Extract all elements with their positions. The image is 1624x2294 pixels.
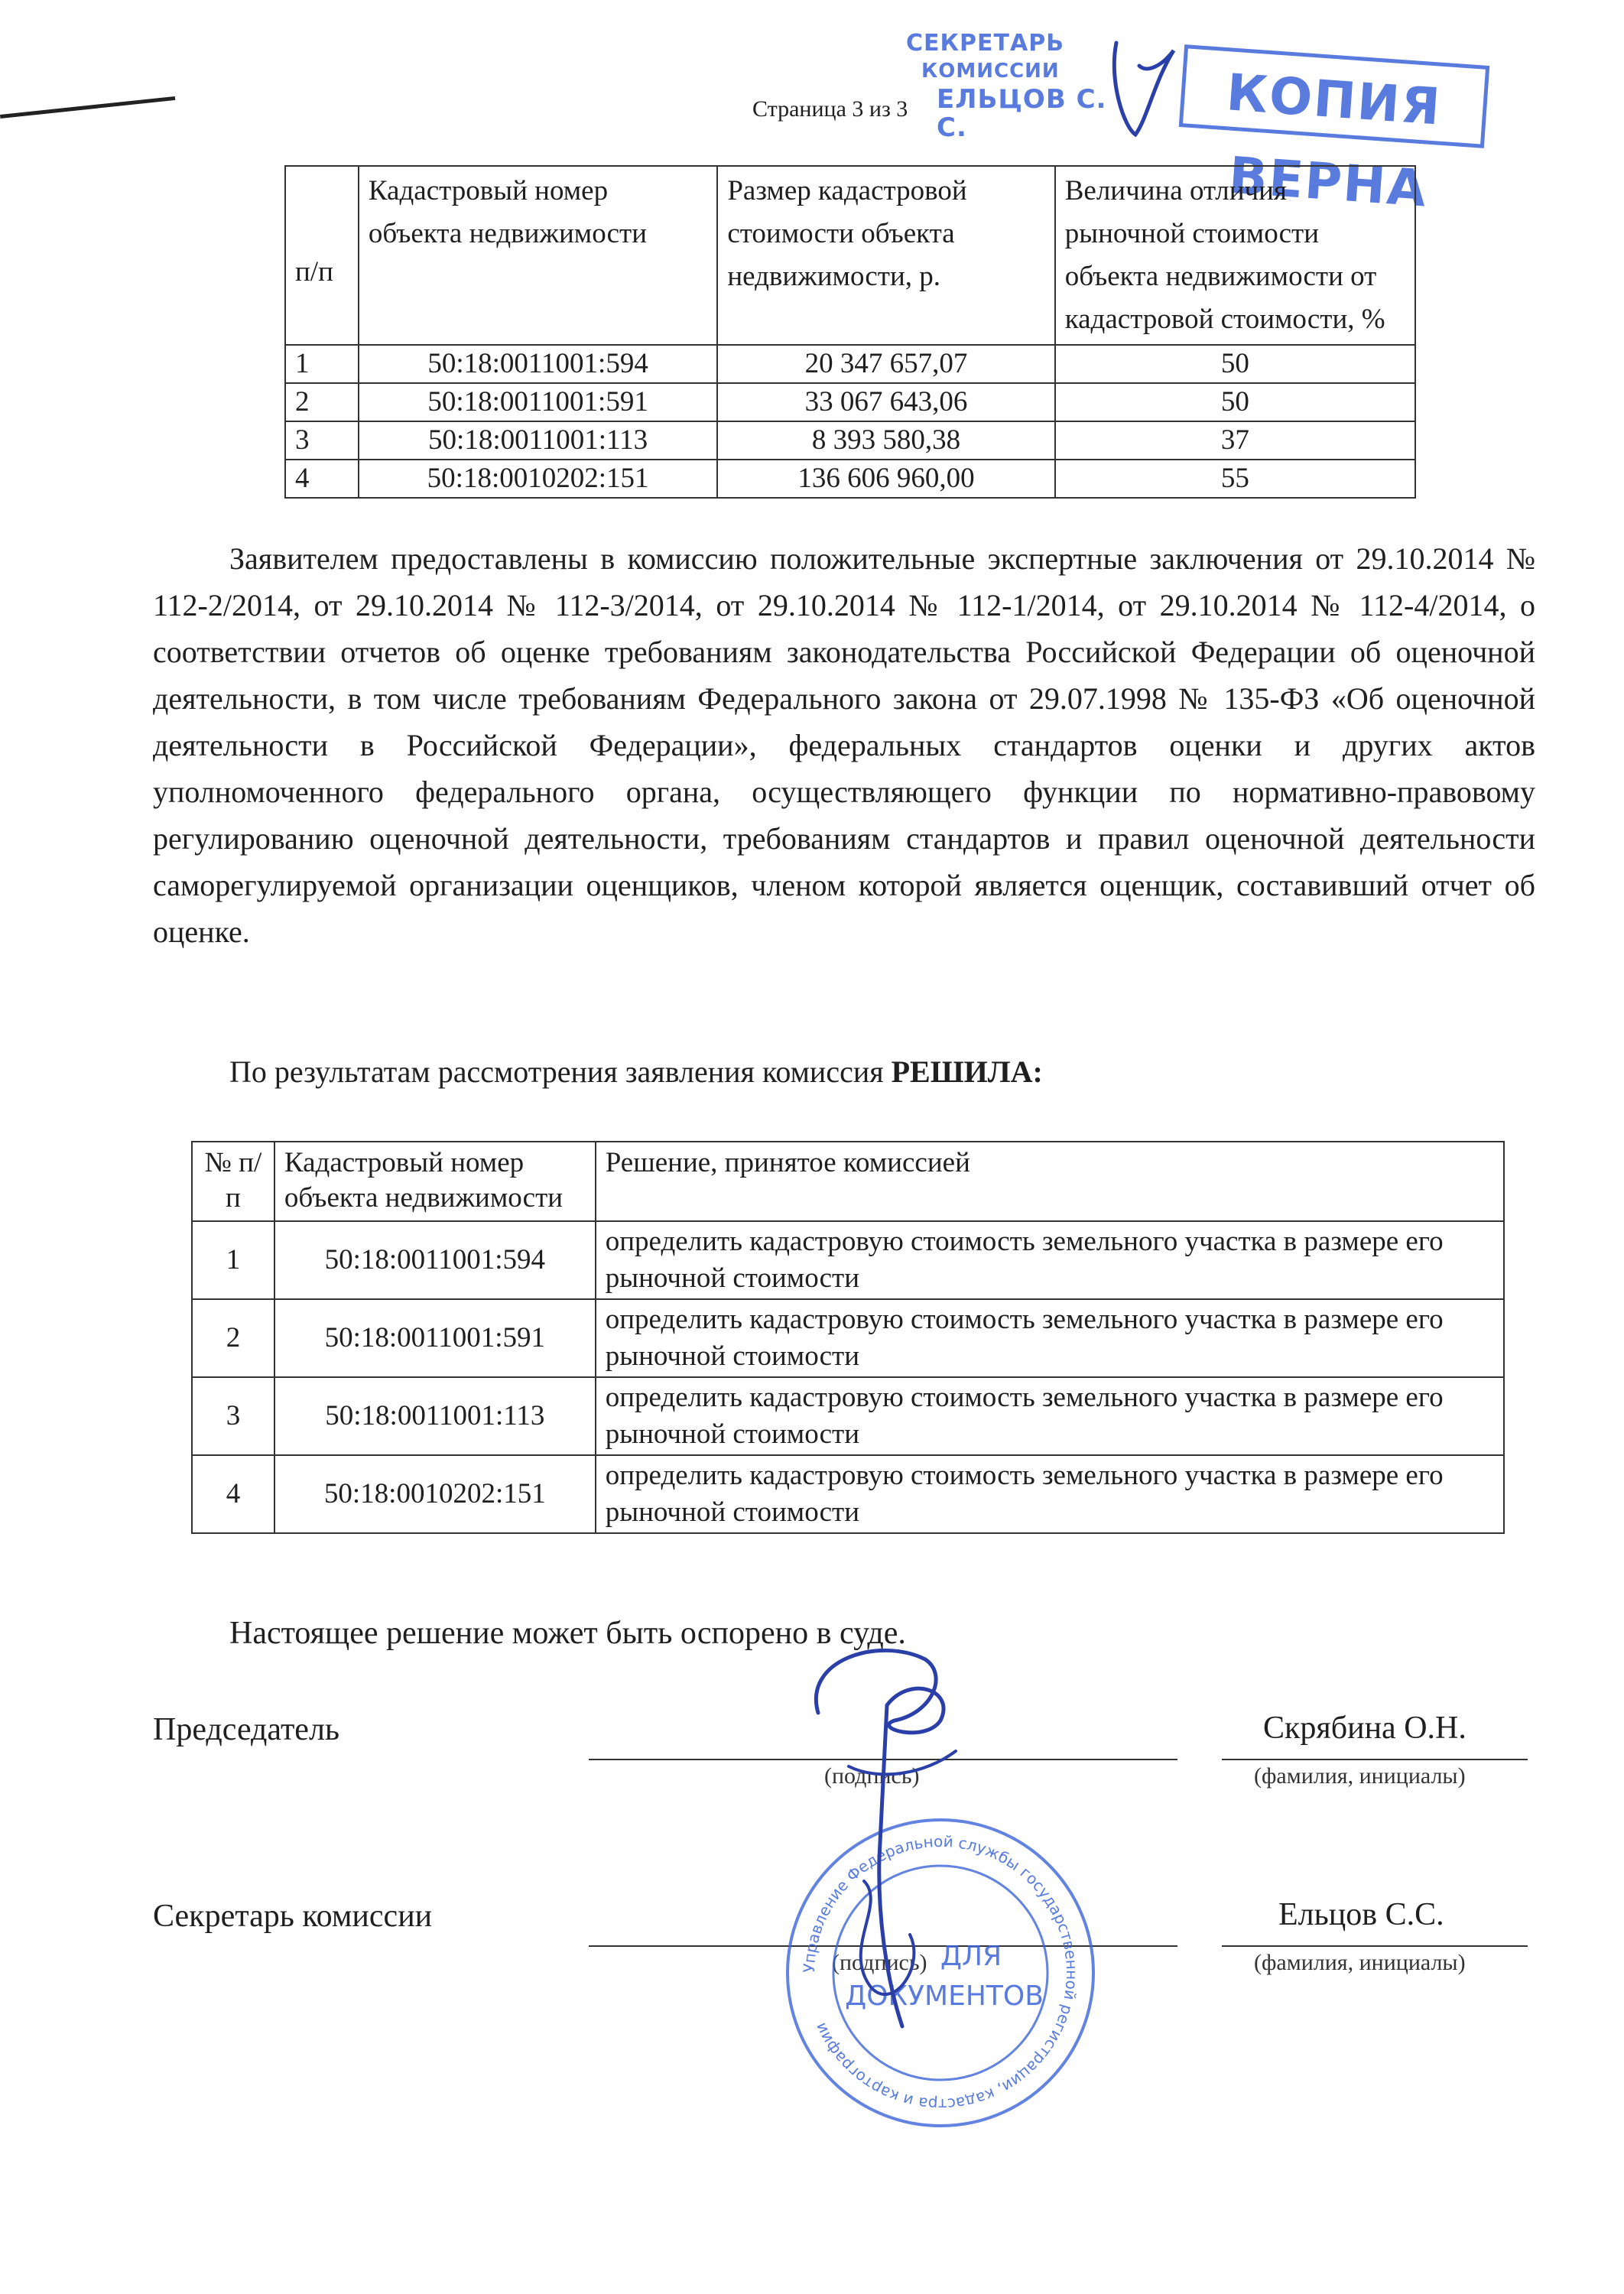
table-header-row: [192, 1142, 1504, 1221]
decision-word: РЕШИЛА:: [891, 1054, 1043, 1089]
name-caption: (фамилия, инициалы): [1254, 1950, 1466, 1975]
row-number: 1: [192, 1221, 274, 1299]
stamp-ring-text: Управление Федеральной службы государственной регистрации, кадастра и картографии: [799, 1831, 1082, 2114]
paragraph-text: Заявителем предоставлены в комиссию положительные экспертные заключения от 29.10.2014 № 112-2/2014, от 29.10.2014 № 112-3/2014, от 29.10.2014 № 112-1/2014, от 29.10.2014 № 112-4/2014, о соответствии отчетов об оценке требованиям законодательства Российской Федерации об оценочной деятельности, в том числе требованиям Федерального закона от 29.07.1998 № 135-ФЗ «Об оценочной деятельности в Российской Федерации», федеральных стандартов оценки и других актов уполномоченного федерального органа, осуществляющего функции по нормативно-правовому регулированию оценочной деятельности, требованиям стандартов и правил оценочной деятельности саморегулируемой организации оценщиков, членом которой является оценщик, составивший отчет об оценке.: [153, 541, 1535, 949]
column-header: Величина отличия рыночной стоимости объекта недвижимости от кадастровой стоимости, %: [1055, 166, 1415, 345]
decision-intro: По результатам рассмотрения заявления комиссия: [229, 1054, 884, 1089]
cadastral-value: 33 067 643,06: [717, 383, 1054, 421]
stamp-center-line: ДЛЯ: [940, 1941, 1002, 1972]
secretary-stamp-line: ЕЛЬЦОВ С. С.: [937, 84, 1107, 143]
cadastral-number: 50:18:0011001:113: [359, 421, 717, 460]
secretary-name-line: [1222, 1945, 1528, 1947]
difference-percent: 37: [1055, 421, 1415, 460]
row-number: 2: [192, 1299, 274, 1377]
cadastral-number: 50:18:0011001:594: [359, 345, 717, 383]
decision-text: определить кадастровую стоимость земельного участка в размере его рыночной стоимости: [596, 1221, 1504, 1299]
decision-text: определить кадастровую стоимость земельного участка в размере его рыночной стоимости: [596, 1455, 1504, 1533]
signature-caption: (подпись): [824, 1763, 920, 1789]
table-row: [192, 1455, 1504, 1533]
cadastral-value: 136 606 960,00: [717, 460, 1054, 498]
decision-text: определить кадастровую стоимость земельного участка в размере его рыночной стоимости: [596, 1377, 1504, 1455]
decision-table: [191, 1141, 1505, 1534]
chair-name: Скрябина О.Н.: [1263, 1711, 1466, 1746]
row-number: 2: [285, 383, 359, 421]
scan-edge-mark: [0, 96, 178, 146]
table-row: [285, 383, 1415, 421]
column-header: Кадастровый номер объекта недвижимости: [274, 1142, 596, 1221]
table-row: [192, 1221, 1504, 1299]
appeal-note: Настоящее решение может быть оспорено в суде.: [229, 1616, 906, 1651]
table-row: [285, 421, 1415, 460]
row-number: 4: [192, 1455, 274, 1533]
column-header: п/п: [285, 166, 359, 345]
copy-verified-stamp: КОПИЯ ВЕРНА: [1179, 44, 1490, 148]
name-caption: (фамилия, инициалы): [1254, 1763, 1466, 1789]
table-row: [192, 1377, 1504, 1455]
cadastral-number: 50:18:0011001:591: [359, 383, 717, 421]
cadastral-number: 50:18:0011001:591: [274, 1299, 596, 1377]
table-row: [285, 345, 1415, 383]
column-header: Решение, принятое комиссией: [596, 1142, 1504, 1221]
column-header: № п/п: [192, 1142, 274, 1221]
column-header: Кадастровый номер объекта недвижимости: [359, 166, 717, 345]
secretary-label: Секретарь комиссии: [153, 1899, 433, 1934]
stamp-center-line: ДОКУМЕНТОВ: [845, 1980, 1044, 2012]
decision-heading: [229, 1054, 1043, 1090]
difference-percent: 55: [1055, 460, 1415, 498]
cadastral-number: 50:18:0011001:113: [274, 1377, 596, 1455]
row-number: 3: [285, 421, 359, 460]
chair-name-line: [1222, 1759, 1528, 1760]
table-row: [192, 1299, 1504, 1377]
table-row: [285, 460, 1415, 498]
secretary-stamp-line: СЕКРЕТАРЬ: [906, 30, 1065, 57]
page-number: Страница 3 из 3: [752, 96, 908, 122]
cadastral-number: 50:18:0011001:594: [274, 1221, 596, 1299]
decision-text: определить кадастровую стоимость земельного участка в размере его рыночной стоимости: [596, 1299, 1504, 1377]
cadastral-number: 50:18:0010202:151: [359, 460, 717, 498]
cadastral-number: 50:18:0010202:151: [274, 1455, 596, 1533]
row-number: 1: [285, 345, 359, 383]
row-number: 3: [192, 1377, 274, 1455]
chair-label: Председатель: [153, 1712, 340, 1747]
column-header: Размер кадастровой стоимости объекта недвижимости, р.: [717, 166, 1054, 345]
cadastral-value-table: [284, 165, 1416, 499]
secretary-stamp-line: КОМИССИИ: [921, 60, 1060, 83]
signature-caption: (подпись): [832, 1950, 927, 1975]
difference-percent: 50: [1055, 383, 1415, 421]
difference-percent: 50: [1055, 345, 1415, 383]
cadastral-value: 20 347 657,07: [717, 345, 1054, 383]
table-header-row: [285, 166, 1415, 345]
expert-conclusions-paragraph: [153, 535, 1535, 955]
cadastral-value: 8 393 580,38: [717, 421, 1054, 460]
initials-signature: [1101, 35, 1185, 142]
chair-signature: [772, 1629, 1002, 2042]
row-number: 4: [285, 460, 359, 498]
secretary-name: Ельцов С.С.: [1278, 1897, 1444, 1932]
